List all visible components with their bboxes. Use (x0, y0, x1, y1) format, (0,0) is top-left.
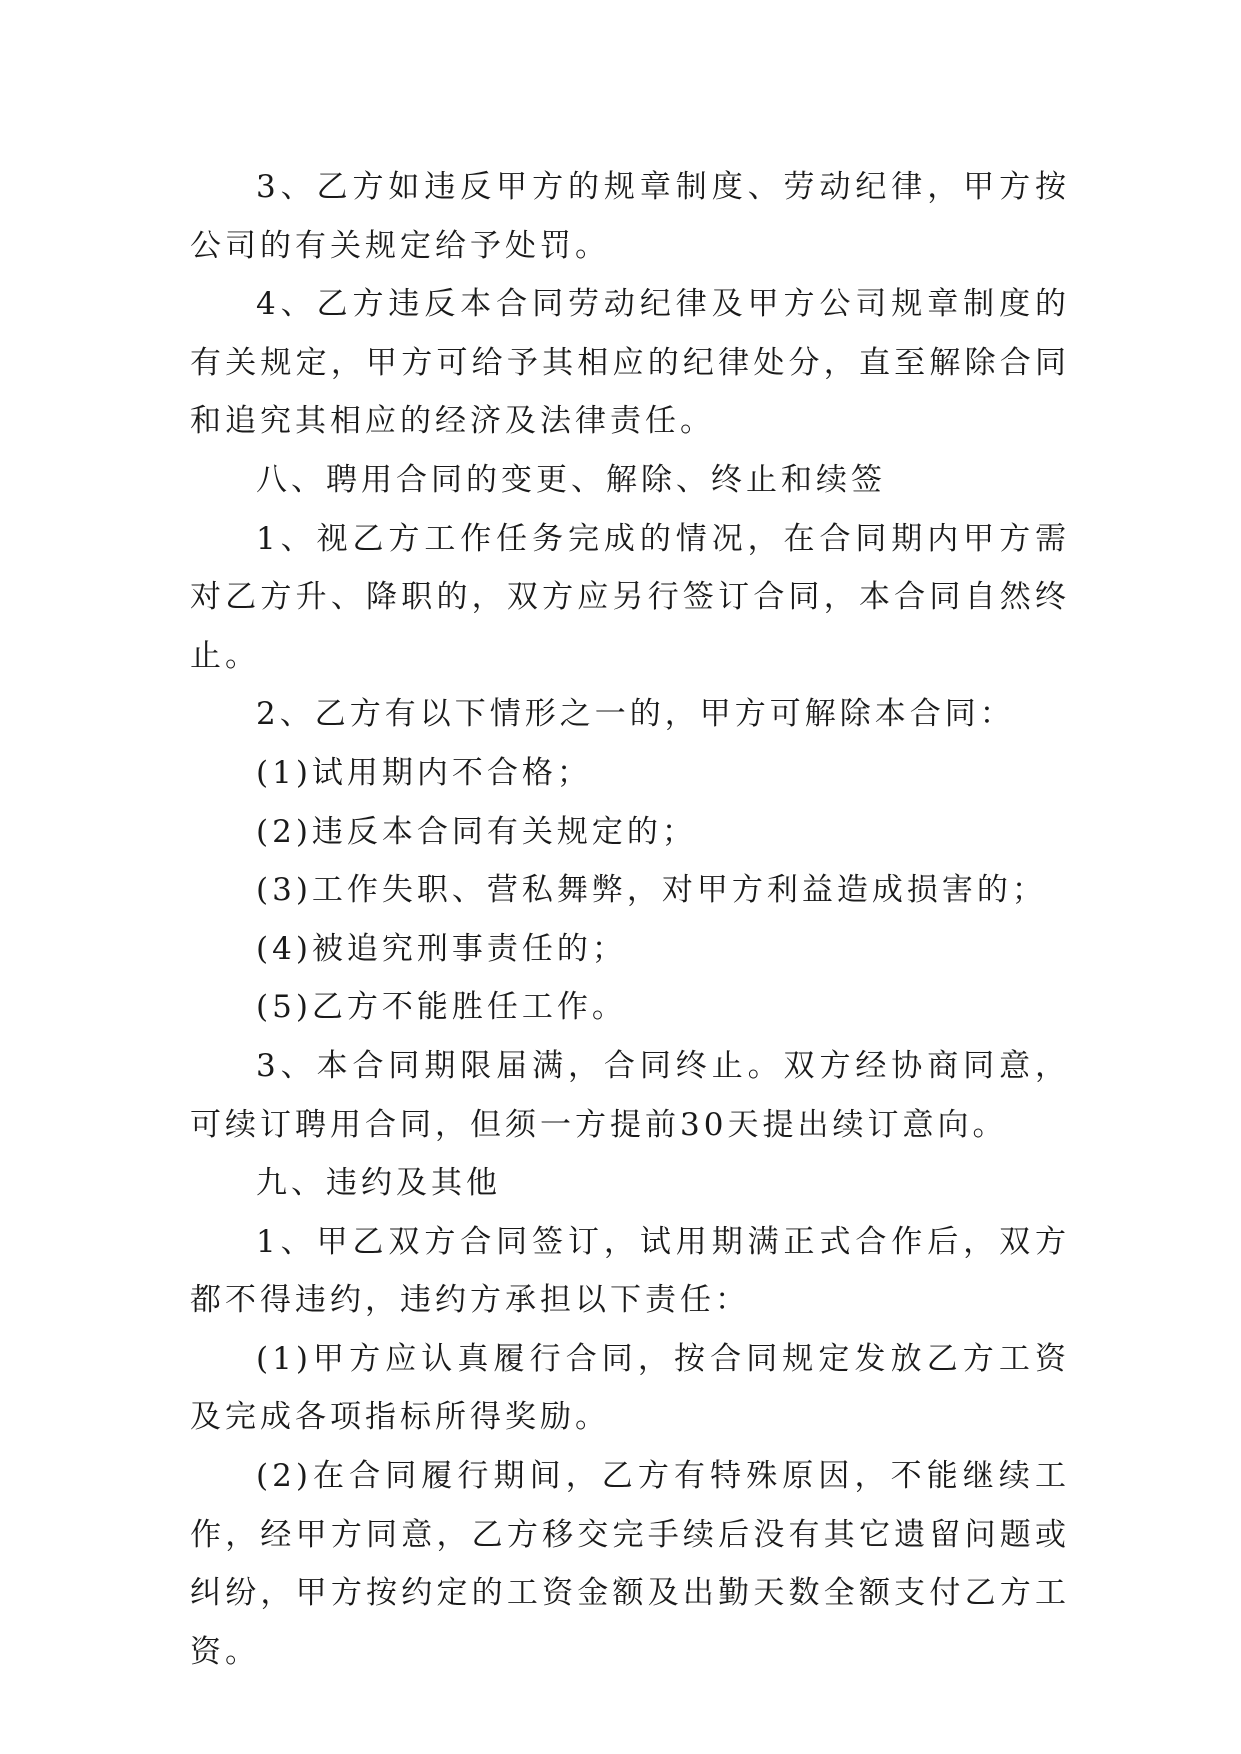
paragraph-section-9-item-1: 1、甲乙双方合同签订，试用期满正式合作后，双方都不得违约，违约方承担以下责任： (190, 1223, 1070, 1319)
list-item-condition-2: (2)违反本合同有关规定的； (256, 813, 697, 850)
paragraph-clause-4-discipline: 4、乙方违反本合同劳动纪律及甲方公司规章制度的有关规定，甲方可给予其相应的纪律处分，直至解除合同和追究其相应的经济及法律责任。 (190, 286, 1070, 440)
document-body (190, 158, 1070, 1681)
list-item-condition-1: (1)试用期内不合格； (256, 754, 592, 791)
section-heading-8: 八、聘用合同的变更、解除、终止和续签 (256, 461, 886, 498)
list-item-liability-1: (1)甲方应认真履行合同，按合同规定发放乙方工资及完成各项指标所得奖励。 (190, 1340, 1070, 1436)
paragraph-section-8-item-3: 3、本合同期限届满，合同终止。双方经协商同意，可续订聘用合同，但须一方提前30天提出续订意向。 (190, 1047, 1070, 1143)
paragraph-section-8-item-2: 2、乙方有以下情形之一的，甲方可解除本合同： (256, 696, 1015, 733)
paragraph-section-8-item-1: 1、视乙方工作任务完成的情况，在合同期内甲方需对乙方升、降职的，双方应另行签订合同，本合同自然终止。 (190, 520, 1070, 674)
list-item-liability-2: (2)在合同履行期间，乙方有特殊原因，不能继续工作，经甲方同意，乙方移交完手续后没有其它遗留问题或纠纷，甲方按约定的工资金额及出勤天数全额支付乙方工资。 (190, 1458, 1070, 1670)
list-item-condition-4: (4)被追究刑事责任的； (256, 930, 627, 967)
paragraph-clause-3-penalty: 3、乙方如违反甲方的规章制度、劳动纪律，甲方按公司的有关规定给予处罚。 (190, 169, 1070, 264)
list-item-condition-3: (3)工作失职、营私舞弊，对甲方利益造成损害的； (256, 872, 1047, 909)
list-item-condition-5: (5)乙方不能胜任工作。 (256, 989, 627, 1026)
section-heading-9: 九、违约及其他 (256, 1165, 501, 1202)
